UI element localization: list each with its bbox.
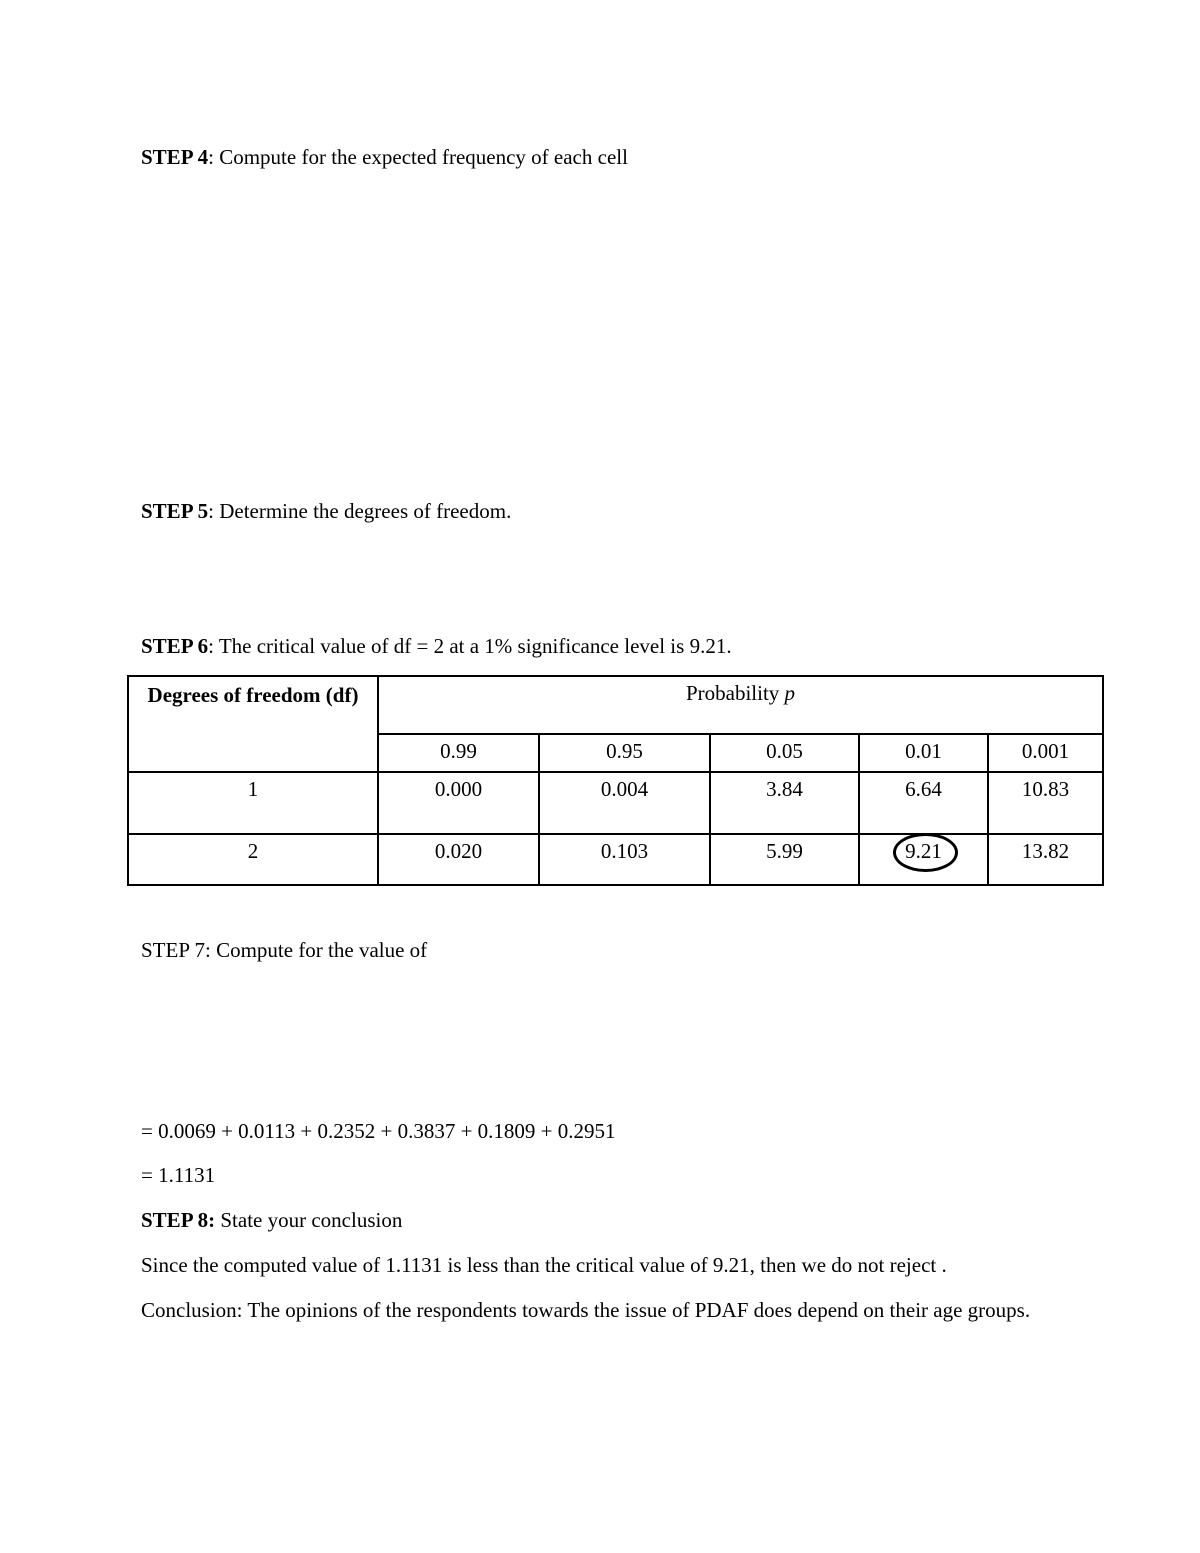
- critical-value-circled: 9.21: [899, 839, 948, 864]
- col-header: 0.01: [859, 734, 988, 772]
- probability-symbol: p: [784, 681, 796, 705]
- step6-label: STEP 6: [141, 634, 209, 658]
- value-cell: 0.103: [539, 834, 710, 885]
- step5-line: [141, 497, 511, 525]
- step5-text: : Determine the degrees of freedom.: [208, 499, 512, 523]
- df-cell: 1: [128, 772, 378, 834]
- step8-label: STEP 8:: [141, 1208, 216, 1232]
- step8-text: State your conclusion: [215, 1208, 403, 1232]
- conclusion-paragraph: Conclusion: The opinions of the respondents towards the issue of PDAF does depend on their age groups.: [141, 1298, 1031, 1322]
- col-header: 0.99: [378, 734, 539, 772]
- col-header: 0.001: [988, 734, 1103, 772]
- probability-header: Probability p: [378, 676, 1103, 734]
- col-header: 0.05: [710, 734, 859, 772]
- step7-line: STEP 7: Compute for the value of: [141, 938, 428, 962]
- col-header: 0.95: [539, 734, 710, 772]
- since-line: Since the computed value of 1.1131 is less than the critical value of 9.21, then we do not reject .: [141, 1253, 947, 1277]
- df-header: Degrees of freedom (df): [128, 676, 378, 772]
- step4-label: STEP 4: [141, 145, 209, 169]
- value-cell: 13.82: [988, 834, 1103, 885]
- step6-line: [141, 632, 732, 660]
- value-cell: 5.99: [710, 834, 859, 885]
- step6-text: : The critical value of df = 2 at a 1% significance level is 9.21.: [208, 634, 732, 658]
- value-cell: 0.020: [378, 834, 539, 885]
- step5-label: STEP 5: [141, 499, 209, 523]
- value-cell: 0.000: [378, 772, 539, 834]
- table-row: [128, 772, 1103, 834]
- calc-line-1: = 0.0069 + 0.0113 + 0.2352 + 0.3837 + 0.1809 + 0.2951: [141, 1119, 616, 1143]
- value-cell: [859, 834, 988, 885]
- value-cell: 6.64: [859, 772, 988, 834]
- value-cell: 0.004: [539, 772, 710, 834]
- step4-line: [141, 143, 628, 171]
- value-cell: 10.83: [988, 772, 1103, 834]
- df-cell: 2: [128, 834, 378, 885]
- step8-line: [141, 1206, 402, 1234]
- critical-value-table: [127, 675, 1104, 886]
- calc-line-2: = 1.1131: [141, 1163, 216, 1187]
- step4-text: : Compute for the expected frequency of each cell: [208, 145, 628, 169]
- table-row: [128, 834, 1103, 885]
- value-cell: 3.84: [710, 772, 859, 834]
